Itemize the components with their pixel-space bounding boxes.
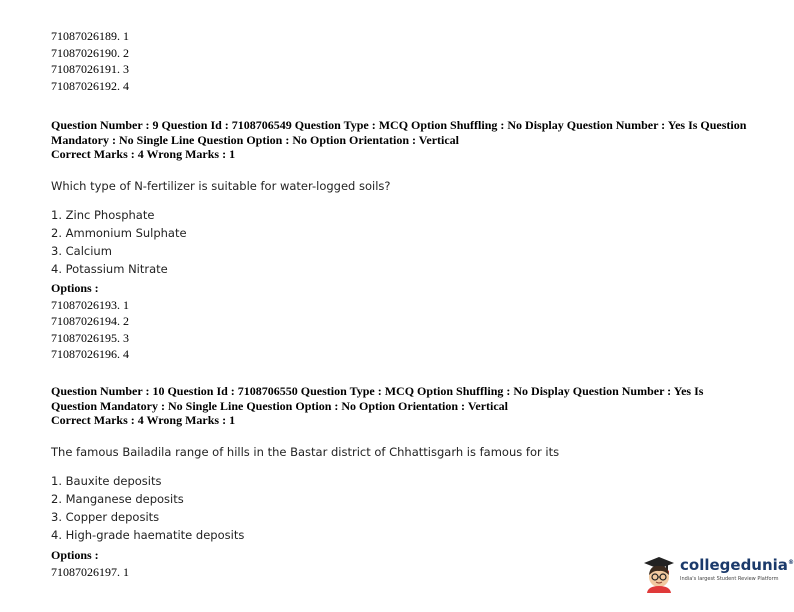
question-meta-line: Mandatory : No Single Line Question Option : No Option Orientation : Vertical (51, 132, 460, 147)
option-item: 1. Zinc Phosphate (51, 208, 155, 222)
option-id: 71087026194. 2 (51, 314, 129, 328)
option-item: 4. High-grade haematite deposits (51, 528, 245, 542)
question-10-options (51, 472, 244, 544)
option-id: 71087026196. 4 (51, 347, 129, 361)
option-item: 2. Ammonium Sulphate (51, 226, 187, 240)
option-item: 1. Bauxite deposits (51, 474, 162, 488)
question-9-option-ids (51, 280, 129, 363)
option-id: 71087026195. 3 (51, 330, 129, 345)
question-meta-line: Question Number : 10 Question Id : 7108706550 Question Type : MCQ Option Shuffling : No Display Question Number : Yes Is (51, 384, 704, 398)
option-id: 71087026190. 2 (51, 45, 129, 60)
prev-option-ids (51, 28, 129, 94)
collegedunia-logo (640, 553, 794, 593)
question-9-header (51, 118, 751, 162)
marks-line: Correct Marks : 4 Wrong Marks : 1 (51, 147, 236, 161)
question-10-header (51, 384, 751, 428)
question-10-text: The famous Bailadila range of hills in the Bastar district of Chhattisgarh is famous for its (51, 445, 560, 459)
marks-line: Correct Marks : 4 Wrong Marks : 1 (51, 413, 236, 427)
option-item: 3. Copper deposits (51, 510, 160, 524)
question-9-options (51, 206, 187, 278)
option-item: 2. Manganese deposits (51, 492, 184, 506)
question-10-option-ids (51, 547, 129, 580)
option-item: 4. Potassium Nitrate (51, 262, 168, 276)
question-meta-line: Question Number : 9 Question Id : 7108706549 Question Type : MCQ Option Shuffling : No Display Question Number : Yes Is Question (51, 118, 747, 132)
logo-tagline: India's largest Student Review Platform (680, 576, 779, 582)
mascot-icon (640, 553, 678, 593)
logo-wordmark: collegedunia® (680, 556, 794, 574)
option-id: 71087026192. 4 (51, 78, 129, 93)
options-label: Options : (51, 548, 99, 562)
option-id: 71087026193. 1 (51, 297, 129, 312)
option-id: 71087026189. 1 (51, 29, 129, 43)
options-label: Options : (51, 281, 99, 295)
option-item: 3. Calcium (51, 244, 112, 258)
question-meta-line: Question Mandatory : No Single Line Question Option : No Option Orientation : Vertical (51, 398, 509, 413)
option-id: 71087026197. 1 (51, 564, 129, 579)
question-9-text: Which type of N-fertilizer is suitable for water-logged soils? (51, 179, 391, 193)
option-id: 71087026191. 3 (51, 62, 129, 76)
